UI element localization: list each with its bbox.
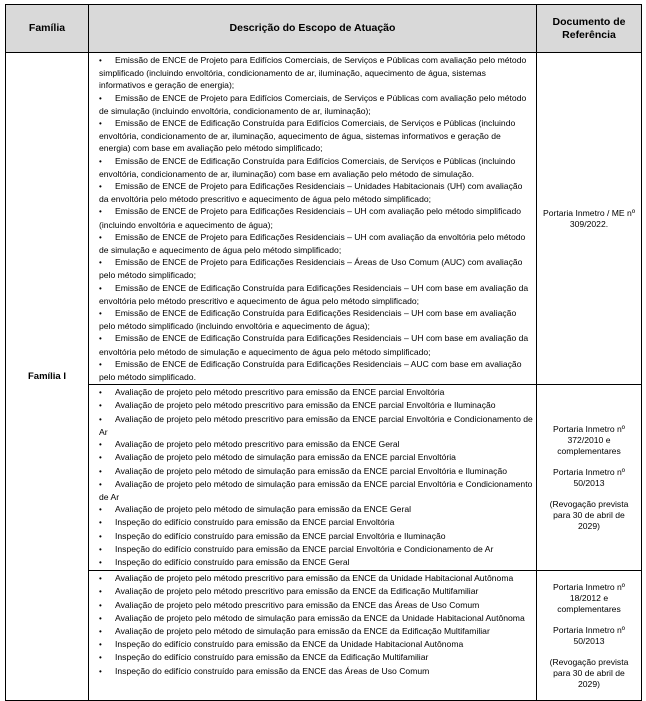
scope-item-text: Emissão de ENCE de Edificação Construída para Edifícios Comerciais, de Serviços e Públicas (incluindo envoltória, condicionamento de ar, iluminação) com base em avaliação pelo método de simulação. bbox=[99, 155, 516, 179]
scope-item-text: Avaliação de projeto pelo método prescritivo para emissão da ENCE das Áreas de Uso Comum bbox=[115, 599, 480, 610]
scope-item-text: Avaliação de projeto pelo método de simulação para emissão da ENCE parcial Envoltória bbox=[115, 452, 456, 463]
header-row bbox=[6, 5, 642, 53]
header-familia: Família bbox=[6, 5, 89, 53]
reference-document: Portaria Inmetro nº 50/2013 bbox=[553, 466, 625, 488]
bullet-icon: • bbox=[99, 414, 102, 424]
bullet-icon: • bbox=[99, 119, 102, 129]
reference-document: Portaria Inmetro nº 50/2013 bbox=[553, 624, 625, 646]
scope-item bbox=[99, 465, 533, 478]
bullet-icon: • bbox=[99, 453, 102, 463]
scope-item bbox=[99, 530, 533, 543]
doc-spacer bbox=[543, 489, 635, 499]
scope-item-text: Emissão de ENCE de Edificação Construída para Edificações Residenciais – AUC com base em avaliação pelo método simplificado. bbox=[99, 358, 522, 383]
bullet-icon: • bbox=[99, 531, 102, 541]
scope-item-text: Avaliação de projeto pelo método de simulação para emissão da ENCE Geral bbox=[115, 504, 412, 515]
scope-item bbox=[99, 503, 533, 516]
bullet-icon: • bbox=[99, 653, 102, 663]
scope-item bbox=[99, 332, 533, 357]
scope-item-text: Avaliação de projeto pelo método prescritivo para emissão da ENCE Geral bbox=[115, 439, 400, 450]
scope-item bbox=[99, 651, 533, 664]
scope-item-text: Inspeção do edifício construído para emissão da ENCE das Áreas de Uso Comum bbox=[115, 665, 430, 676]
scope-item bbox=[99, 451, 533, 464]
section-row-2 bbox=[6, 385, 642, 571]
scope-item bbox=[99, 438, 533, 451]
doc-spacer bbox=[543, 615, 635, 625]
scope-item bbox=[99, 307, 533, 332]
scope-item-text: Avaliação de projeto pelo método prescritivo para emissão da ENCE parcial Envoltória e Condicionamento de Ar bbox=[99, 413, 533, 437]
scope-item-text: Avaliação de projeto pelo método prescritivo para emissão da ENCE parcial Envoltória e Iluminação bbox=[115, 400, 496, 411]
scope-item bbox=[99, 386, 533, 399]
bullet-icon: • bbox=[99, 666, 102, 676]
scope-list-1 bbox=[99, 54, 533, 383]
scope-item-text: Inspeção do edifício construído para emissão da ENCE parcial Envoltória e Condicionamento de Ar bbox=[115, 543, 494, 554]
reference-document: Portaria Inmetro / ME nº 309/2022. bbox=[543, 207, 635, 229]
scope-item bbox=[99, 399, 533, 412]
section-row-3 bbox=[6, 571, 642, 701]
scope-item bbox=[99, 556, 533, 569]
scope-item-text: Emissão de ENCE de Edificação Construída para Edifícios Comerciais, de Serviços e Públicas (incluindo envoltória, condicionamento de ar, iluminação, aquecimento de água, sistemas informativos e geração de energia) com base em avaliação pelo método simplificado; bbox=[99, 118, 516, 154]
bullet-icon: • bbox=[99, 640, 102, 650]
reference-document: (Revogação prevista para 30 de abril de 2029) bbox=[549, 656, 629, 689]
scope-item bbox=[99, 256, 533, 281]
scope-item-text: Avaliação de projeto pelo método prescritivo para emissão da ENCE parcial Envoltória bbox=[115, 387, 445, 398]
scope-item-text: Inspeção do edifício construído para emissão da ENCE parcial Envoltória e Iluminação bbox=[115, 530, 446, 541]
reference-document: Portaria Inmetro nº 18/2012 e complementares bbox=[553, 581, 625, 614]
scope-item-text: Avaliação de projeto pelo método de simulação para emissão da ENCE da Edificação Multifamiliar bbox=[115, 625, 490, 636]
scope-list-2 bbox=[99, 386, 533, 569]
header-documento: Documento de Referência bbox=[537, 5, 642, 53]
reference-cell-2 bbox=[537, 385, 642, 571]
scope-item bbox=[99, 638, 533, 651]
scope-item-text: Avaliação de projeto pelo método prescritivo para emissão da ENCE da Edificação Multifamiliar bbox=[115, 586, 479, 597]
scope-item bbox=[99, 599, 533, 612]
scope-table bbox=[5, 4, 642, 701]
scope-item bbox=[99, 282, 533, 307]
scope-item bbox=[99, 478, 533, 503]
scope-item bbox=[99, 231, 533, 256]
scope-item bbox=[99, 358, 533, 383]
scope-item-text: Emissão de ENCE de Edificação Construída para Edificações Residenciais – UH com base em avaliação pelo método simplificado (incluindo envoltória e aquecimento de água); bbox=[99, 308, 517, 332]
bullet-icon: • bbox=[99, 518, 102, 528]
scope-item bbox=[99, 516, 533, 529]
bullet-icon: • bbox=[99, 440, 102, 450]
description-cell-1 bbox=[89, 53, 537, 385]
scope-item-text: Avaliação de projeto pelo método prescritivo para emissão da ENCE da Unidade Habitacional Autônoma bbox=[115, 573, 514, 584]
scope-item-text: Emissão de ENCE de Projeto para Edificações Residenciais – Áreas de Uso Comum (AUC) com avaliação pelo método simplificado; bbox=[99, 257, 523, 281]
bullet-icon: • bbox=[99, 479, 102, 489]
scope-item bbox=[99, 117, 533, 155]
scope-item-text: Emissão de ENCE de Edificação Construída para Edificações Residenciais – UH com base em avaliação da envoltória pelo método de simulação e aquecimento de água pelo método simplificado; bbox=[99, 333, 529, 357]
scope-item bbox=[99, 572, 533, 585]
bullet-icon: • bbox=[99, 359, 102, 369]
scope-item-text: Inspeção do edifício construído para emissão da ENCE parcial Envoltória bbox=[115, 517, 395, 528]
scope-item-text: Avaliação de projeto pelo método de simulação para emissão da ENCE parcial Envoltória e Iluminação bbox=[115, 465, 508, 476]
scope-item-text: Emissão de ENCE de Projeto para Edifícios Comerciais, de Serviços e Públicas com avaliação pelo método de simulação (incluindo envoltória, condicionamento de ar, iluminação); bbox=[99, 92, 527, 116]
description-cell-2 bbox=[89, 385, 537, 571]
scope-item bbox=[99, 585, 533, 598]
doc-spacer bbox=[543, 647, 635, 657]
scope-item bbox=[99, 612, 533, 625]
bullet-icon: • bbox=[99, 574, 102, 584]
bullet-icon: • bbox=[99, 505, 102, 515]
bullet-icon: • bbox=[99, 613, 102, 623]
bullet-icon: • bbox=[99, 544, 102, 554]
scope-item-text: Inspeção do edifício construído para emissão da ENCE da Edificação Multifamiliar bbox=[115, 652, 429, 663]
scope-item bbox=[99, 54, 533, 92]
bullet-icon: • bbox=[99, 182, 102, 192]
bullet-icon: • bbox=[99, 587, 102, 597]
reference-document: (Revogação prevista para 30 de abril de 2029) bbox=[549, 498, 629, 531]
bullet-icon: • bbox=[99, 557, 102, 567]
scope-list-3 bbox=[99, 572, 533, 678]
reference-document: Portaria Inmetro nº 372/2010 e complementares bbox=[553, 423, 625, 456]
section-row-1 bbox=[6, 53, 642, 385]
scope-item-text: Inspeção do edifício construído para emissão da ENCE Geral bbox=[115, 556, 350, 567]
bullet-icon: • bbox=[99, 156, 102, 166]
scope-item-text: Emissão de ENCE de Projeto para Edificações Residenciais – Unidades Habitacionais (UH) com avaliação da envoltória pelo método prescritivo e aquecimento de água pelo método simplificado; bbox=[99, 181, 523, 205]
header-descricao: Descrição do Escopo de Atuação bbox=[89, 5, 537, 53]
bullet-icon: • bbox=[99, 283, 102, 293]
scope-item-text: Inspeção do edifício construído para emissão da ENCE da Unidade Habitacional Autônoma bbox=[115, 639, 464, 650]
bullet-icon: • bbox=[99, 207, 102, 217]
bullet-icon: • bbox=[99, 56, 102, 65]
bullet-icon: • bbox=[99, 334, 102, 344]
bullet-icon: • bbox=[99, 626, 102, 636]
scope-item bbox=[99, 155, 533, 180]
scope-item-text: Emissão de ENCE de Projeto para Edificações Residenciais – UH com avaliação pelo método simplificado (incluindo envoltória e aquecimento de água); bbox=[99, 206, 522, 230]
bullet-icon: • bbox=[99, 466, 102, 476]
scope-item bbox=[99, 665, 533, 678]
bullet-icon: • bbox=[99, 232, 102, 242]
scope-item bbox=[99, 92, 533, 117]
scope-item bbox=[99, 413, 533, 438]
bullet-icon: • bbox=[99, 93, 102, 103]
bullet-icon: • bbox=[99, 600, 102, 610]
scope-item bbox=[99, 205, 533, 230]
reference-cell-1 bbox=[537, 53, 642, 385]
bullet-icon: • bbox=[99, 309, 102, 319]
family-cell: Família I bbox=[6, 53, 89, 701]
reference-cell-3 bbox=[537, 571, 642, 701]
scope-item-text: Avaliação de projeto pelo método de simulação para emissão da ENCE da Unidade Habitacional Autônoma bbox=[115, 612, 525, 623]
scope-item-text: Emissão de ENCE de Projeto para Edifícios Comerciais, de Serviços e Públicas com avaliação pelo método simplificado (incluindo envoltória, condicionamento de ar, iluminação, aquecimento de água, sistemas informativos e geração de energia); bbox=[99, 55, 527, 91]
scope-item-text: Emissão de ENCE de Edificação Construída para Edificações Residenciais – UH com base em avaliação da envoltória pelo método prescritivo e aquecimento de água pelo método simplificado; bbox=[99, 282, 529, 306]
scope-item bbox=[99, 180, 533, 205]
bullet-icon: • bbox=[99, 401, 102, 411]
scope-item bbox=[99, 625, 533, 638]
doc-spacer bbox=[543, 457, 635, 467]
description-cell-3 bbox=[89, 571, 537, 701]
scope-item bbox=[99, 543, 533, 556]
bullet-icon: • bbox=[99, 388, 102, 398]
bullet-icon: • bbox=[99, 258, 102, 268]
scope-item-text: Emissão de ENCE de Projeto para Edificações Residenciais – UH com avaliação da envoltória pelo método de simulação e aquecimento de água pelo método simplificado; bbox=[99, 231, 526, 256]
scope-item-text: Avaliação de projeto pelo método de simulação para emissão da ENCE parcial Envoltória e Condicionamento de Ar bbox=[99, 478, 533, 502]
